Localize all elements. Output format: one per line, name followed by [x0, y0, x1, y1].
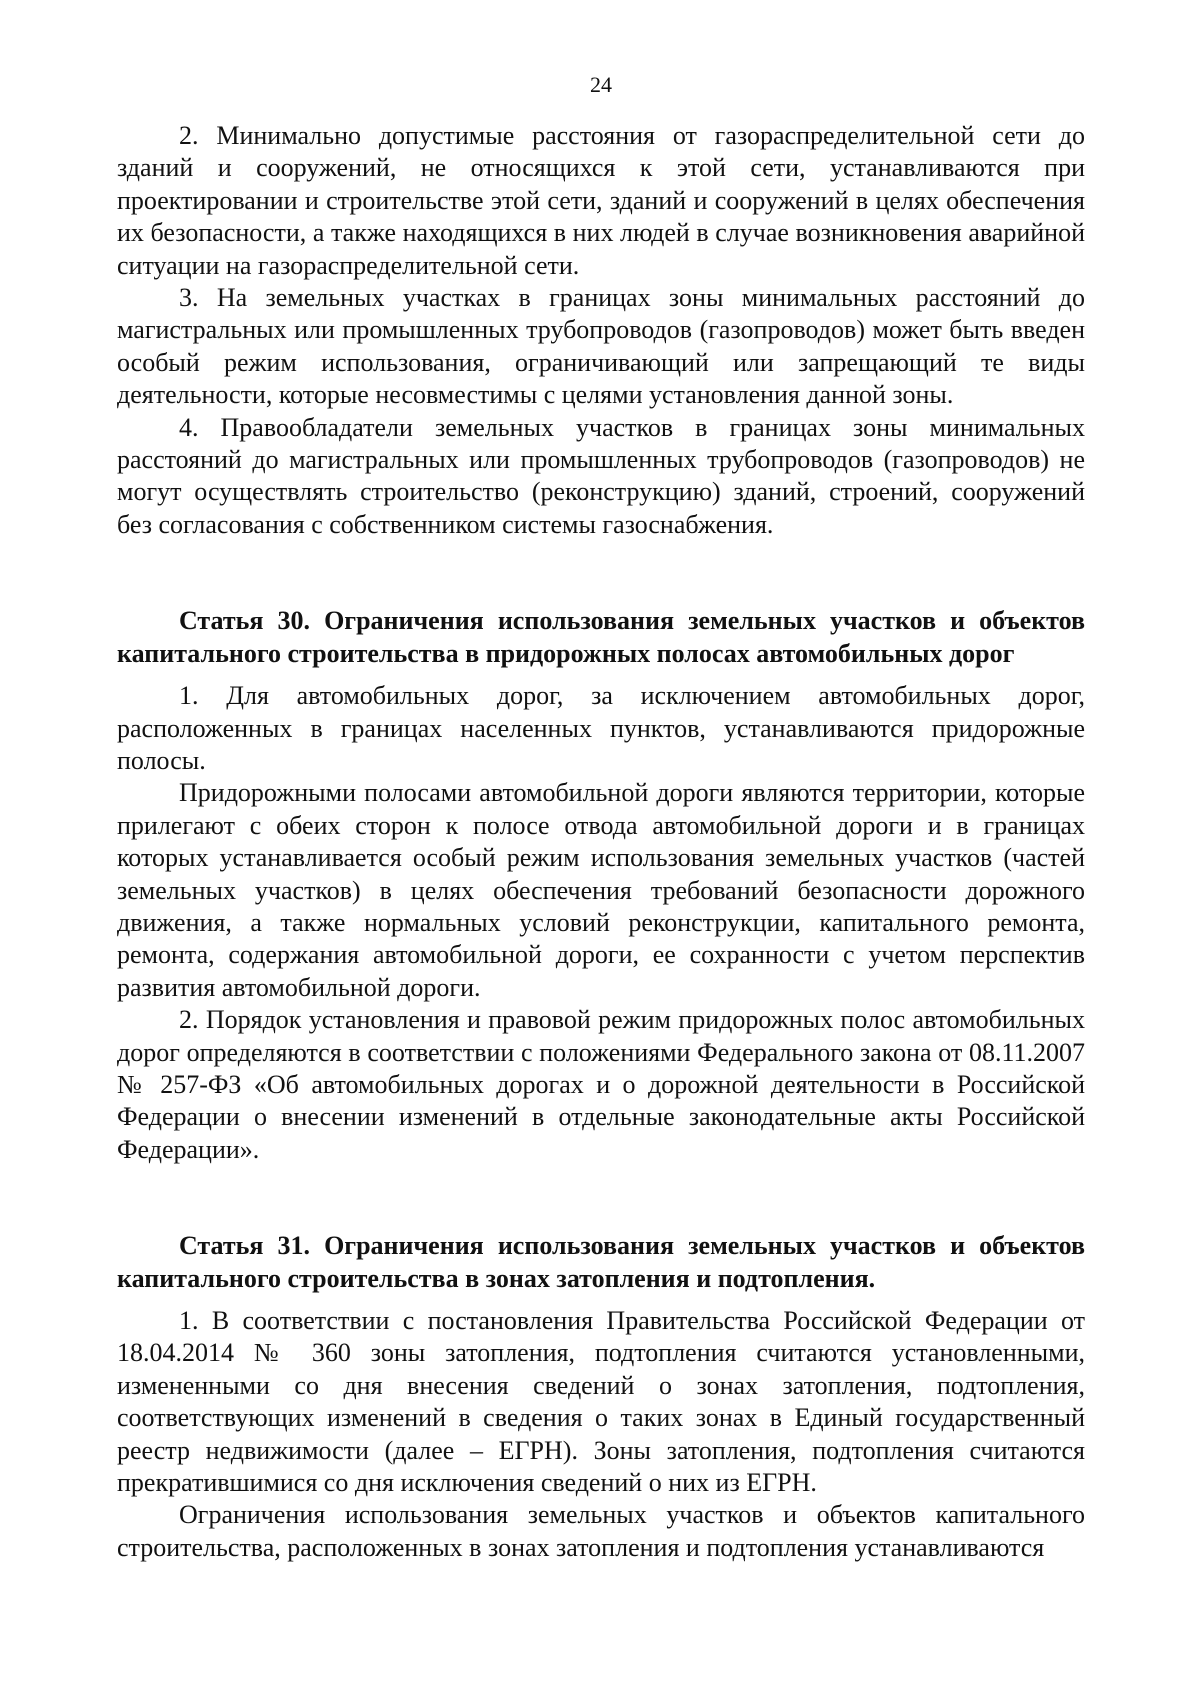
- article-31-paragraph-2: Ограничения использования земельных участков и объектов капитального строительства, расположенных в зонах затопления и подтопления устанавливаются: [117, 1500, 1085, 1562]
- article-30-paragraph-3: 2. Порядок установления и правовой режим придорожных полос автомобильных дорог определяются в соответствии с положениями Федерального закона от 08.11.2007 № 257-ФЗ «Об автомобильных дорогах и о дорожной деятельности в Российской Федерации о внесении изменений в отдельные законодательные акты Российской Федерации».: [117, 1005, 1085, 1164]
- paragraph-rightholders-restriction: 4. Правообладатели земельных участков в границах зоны минимальных расстояний до магистральных или промышленных трубопроводов (газопроводов) не могут осуществлять строительство (реконструкцию) зданий, строений, сооружений без согласования с собственником системы газоснабжения.: [117, 412, 1085, 539]
- paragraph-minimum-distance-zone-regime: 3. На земельных участках в границах зоны минимальных расстояний до магистральных или промышленных трубопроводов (газопроводов) может быть введен особый режим использования, ограничивающий или запрещающий те виды деятельности, которые несовместимы с целями установления данной зоны.: [117, 283, 1085, 410]
- article-30-paragraph-1: 1. Для автомобильных дорог, за исключением автомобильных дорог, расположенных в границах населенных пунктов, устанавливаются придорожные полосы.: [117, 681, 1085, 775]
- article-31-paragraph-1: 1. В соответствии с постановления Правительства Российской Федерации от 18.04.2014 № 360 зоны затопления, подтопления считаются установленными, измененными со дня внесения сведений о зонах затопления, подтопления, соответствующих изменений в сведения о таких зонах в Единый государственный реестр недвижимости (далее – ЕГРН). Зоны затопления, подтопления считаются прекратившимися со дня исключения сведений о них из ЕГРН.: [117, 1306, 1085, 1498]
- paragraph-gas-network-distances: 2. Минимально допустимые расстояния от газораспределительной сети до зданий и сооружений, не относящихся к этой сети, устанавливаются при проектировании и строительстве этой сети, зданий и сооружений в целях обеспечения их безопасности, а также находящихся в них людей в случае возникновения аварийной ситуации на газораспределительной сети.: [117, 121, 1085, 280]
- article-30-paragraph-2: Придорожными полосами автомобильной дороги являются территории, которые прилегают с обеих сторон к полосе отвода автомобильной дороги и в границах которых устанавливается особый режим использования земельных участков (частей земельных участков) в целях обеспечения требований безопасности дорожного движения, а также нормальных условий реконструкции, капитального ремонта, ремонта, содержания автомобильной дороги, ее сохранности с учетом перспектив развития автомобильной дороги.: [117, 778, 1085, 1002]
- document-page: [117, 70, 1085, 1564]
- article-30-heading: Статья 30. Ограничения использования земельных участков и объектов капитального строительства в придорожных полосах автомобильных дорог: [117, 606, 1085, 668]
- article-31-heading: Статья 31. Ограничения использования земельных участков и объектов капитального строительства в зонах затопления и подтопления.: [117, 1231, 1085, 1293]
- page-number: 24: [590, 72, 612, 97]
- section-spacer: [117, 541, 1085, 605]
- heading-spacer: [117, 670, 1085, 680]
- heading-spacer: [117, 1295, 1085, 1305]
- section-spacer: [117, 1166, 1085, 1230]
